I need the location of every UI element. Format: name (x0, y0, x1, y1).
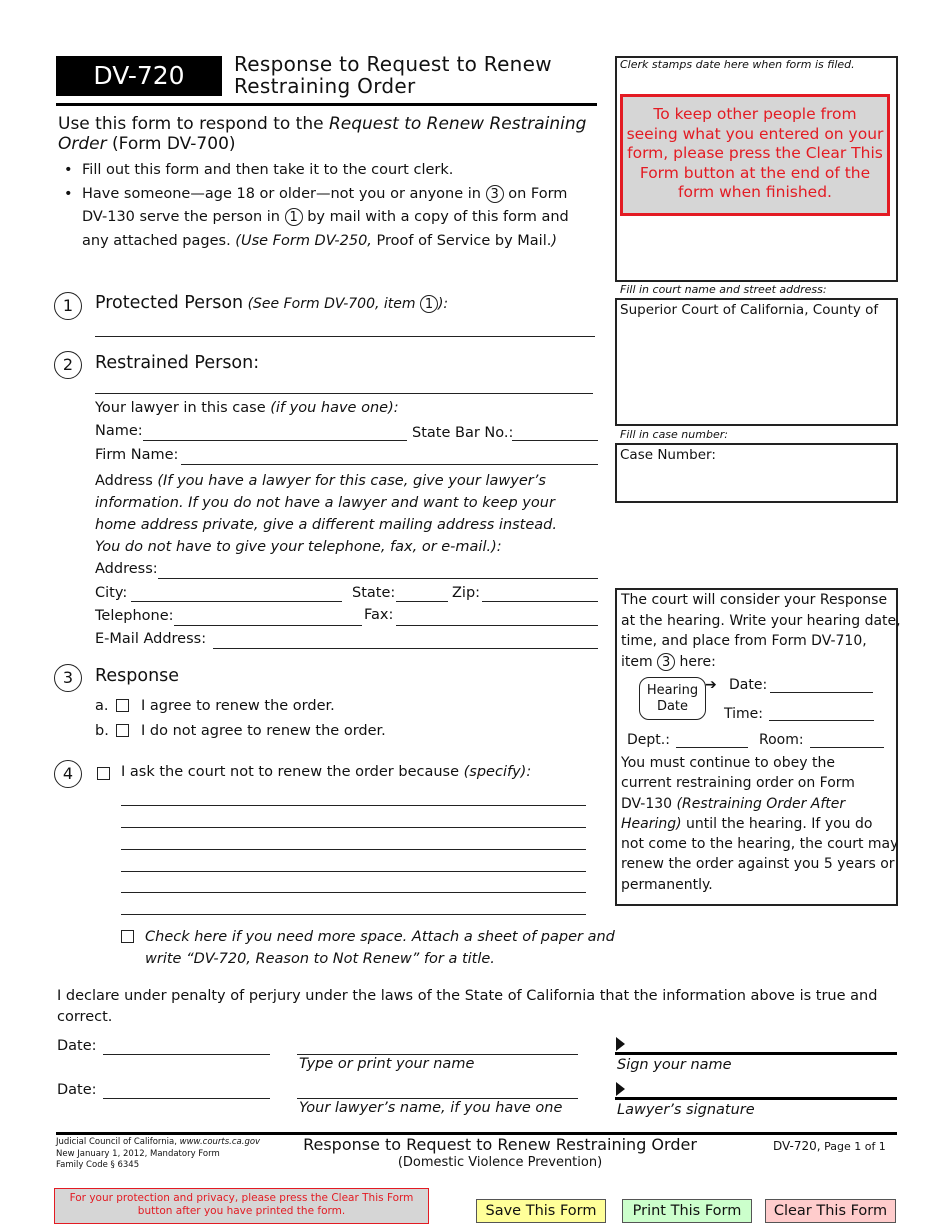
telephone-label: Telephone: (95, 608, 174, 624)
lawyer-intro-note: (if you have one): (270, 400, 399, 416)
state-label: State: (352, 585, 396, 601)
save-form-button[interactable]: Save This Form (476, 1199, 606, 1223)
hearing-time-field[interactable] (769, 720, 874, 721)
footer-subtitle: (Domestic Violence Prevention) (397, 1155, 603, 1170)
city-label: City: (95, 585, 128, 601)
item-3-label: Response (95, 666, 180, 686)
intro-bullet-1 (64, 159, 598, 183)
address-field[interactable] (158, 578, 598, 579)
disagree-text: I do not agree to renew the order. (141, 723, 386, 739)
sign-arrow-icon (616, 1037, 625, 1051)
item-2-number: 2 (54, 351, 82, 379)
agree-checkbox[interactable] (116, 699, 129, 712)
address-instructions-note: (If you have a lawyer for this case, give your lawyer’s information. If you do not have a lawyer and want to keep your home address private, give a different mailing address instead. You do not have to give your telephone, fax, or e-mail.): (95, 473, 557, 555)
item-4-number: 4 (54, 760, 82, 788)
date-field-1[interactable] (103, 1054, 270, 1055)
declaration-line-2: correct. (57, 1008, 113, 1025)
more-space-text (145, 926, 615, 970)
footer-center (250, 1135, 750, 1171)
item-1-label: Protected Person (95, 293, 244, 313)
intro-bullet-2-text-d: by mail with a copy of this form and (302, 209, 569, 225)
court-name-value: Superior Court of California, County of (620, 302, 879, 318)
hearing-time-label: Time: (724, 706, 763, 722)
hearing-warning-line-6: renew the order against you 5 years or (621, 856, 895, 873)
declaration-text (57, 986, 877, 1027)
hearing-warning-form-name-2: Hearing) (621, 815, 682, 832)
fax-label: Fax: (364, 607, 394, 623)
lawyer-name-print-field[interactable] (297, 1098, 578, 1099)
hearing-warning-line-2: current restraining order on Form (621, 775, 855, 792)
not-renew-text-specify: (specify): (463, 764, 532, 780)
hearing-intro (621, 590, 901, 672)
intro-bullets (58, 159, 598, 253)
intro-bullet-2-text-g: Proof of Service by Mail. (376, 232, 552, 249)
more-space-line-1: Check here if you need more space. Attach a sheet of paper and (145, 929, 615, 945)
reason-line-2[interactable] (121, 827, 586, 828)
hearing-warning (621, 753, 898, 895)
bullet-dot-icon: • (64, 162, 73, 178)
zip-field[interactable] (482, 601, 598, 602)
state-bar-label: State Bar No.: (412, 425, 514, 441)
intro-bullet-2-text-e: any attached pages. (82, 232, 236, 249)
hearing-warning-line-3 (621, 794, 898, 814)
state-field[interactable] (396, 601, 448, 602)
hearing-date-badge (639, 677, 706, 720)
footer-council-url: www.courts.ca.gov (179, 1137, 261, 1147)
hearing-room-label: Room: (759, 732, 804, 748)
hearing-warning-line-1: You must continue to obey the (621, 755, 835, 771)
agree-text: I agree to renew the order. (141, 698, 335, 714)
protected-person-field[interactable] (95, 336, 595, 337)
intro-bullet-2-text-a: Have someone—age 18 or older—not you or anyone in (82, 185, 486, 202)
restrained-person-field[interactable] (95, 393, 593, 394)
address-instructions-label: Address (95, 473, 158, 489)
item-ref-circle: 3 (657, 653, 675, 671)
hearing-date-field[interactable] (770, 692, 873, 693)
lawyer-signature-label: Lawyer’s signature (617, 1102, 755, 1118)
hearing-intro-line-2: at the hearing. Write your hearing date, (621, 612, 901, 629)
hearing-warning-line-4 (621, 814, 898, 834)
intro-bullet-1-text: Fill out this form and then take it to the court clerk. (82, 162, 454, 178)
zip-label: Zip: (452, 585, 481, 601)
hearing-dept-label: Dept.: (627, 732, 670, 748)
case-number-value: Case Number: (620, 447, 716, 463)
not-renew-text (121, 764, 531, 780)
hearing-intro-line-4 (621, 652, 901, 673)
form-number-badge: DV-720 (56, 56, 222, 96)
intro-bullet-2-cont2 (82, 230, 598, 254)
intro-bullet-2-text-h: ) (551, 232, 558, 249)
item-1-heading (95, 293, 448, 313)
intro-bullet-2-text-c: DV-130 serve the person in (82, 209, 285, 225)
item-ref-circle: 3 (486, 185, 504, 203)
intro-lead-tail: (Form DV-700) (106, 134, 236, 154)
footer-page (773, 1139, 886, 1153)
reason-line-3[interactable] (121, 849, 586, 850)
footer-left (56, 1137, 260, 1172)
footer-page-number: Page 1 of 1 (820, 1140, 886, 1153)
hearing-dept-field[interactable] (676, 747, 748, 748)
item-ref-circle: 1 (285, 208, 303, 226)
item-1-note-a: (See Form DV-700, item (243, 296, 420, 312)
email-field[interactable] (213, 648, 598, 649)
intro-bullet-2 (64, 183, 598, 207)
hearing-warning-line-7: permanently. (621, 876, 713, 893)
intro-section (58, 114, 598, 253)
more-space-line-2: write “DV-720, Reason to Not Renew” for a title. (145, 951, 495, 967)
disagree-checkbox[interactable] (116, 724, 129, 737)
intro-lead-text: Use this form to respond to the (58, 114, 329, 134)
arrow-right-icon: ➔ (705, 677, 717, 693)
bullet-dot-icon: • (64, 185, 73, 202)
header-rule (56, 103, 597, 106)
lawyer-name-field[interactable] (143, 440, 407, 441)
hearing-room-field[interactable] (810, 747, 884, 748)
footer-code: Family Code § 6345 (56, 1160, 140, 1170)
declaration-line-1: I declare under penalty of perjury under the laws of the State of California that the information above is true and (57, 988, 878, 1004)
lawyer-sign-arrow-icon (616, 1082, 625, 1096)
firm-name-label: Firm Name: (95, 447, 179, 463)
print-name-label: Type or print your name (299, 1056, 475, 1072)
not-renew-checkbox[interactable] (97, 767, 110, 780)
reason-line-6[interactable] (121, 914, 586, 915)
item-ref-circle: 1 (420, 295, 438, 313)
footer-title: Response to Request to Renew Restraining Order (303, 1135, 697, 1154)
hearing-warning-form: DV-130 (621, 795, 677, 812)
form-title (234, 53, 552, 97)
signature-field[interactable] (615, 1052, 897, 1055)
hearing-badge-line-2: Date (656, 699, 689, 714)
reason-line-5[interactable] (121, 892, 586, 893)
item-1-note (243, 296, 448, 312)
lawyer-name-print-label: Your lawyer’s name, if you have one (299, 1100, 563, 1116)
form-title-line2: Restraining Order (234, 74, 416, 98)
sign-name-label: Sign your name (617, 1057, 732, 1073)
reason-line-1[interactable] (121, 805, 586, 806)
intro-bullet-2-text-b: on Form (503, 185, 568, 202)
clear-form-button[interactable]: Clear This Form (765, 1199, 896, 1223)
intro-bullet-2-cont1 (82, 206, 598, 230)
date-label-2: Date: (57, 1082, 97, 1098)
state-bar-field[interactable] (512, 440, 598, 441)
item-1-note-b: ): (437, 296, 449, 312)
hearing-warning-until: until the hearing. If you do (681, 815, 873, 832)
reason-line-4[interactable] (121, 871, 586, 872)
item-2-label: Restrained Person: (95, 353, 260, 373)
clerk-stamp-label: Clerk stamps date here when form is filed. (620, 58, 855, 71)
form-title-line1: Response to Request to Renew (234, 52, 552, 76)
email-label: E-Mail Address: (95, 631, 207, 647)
footer-privacy-notice: For your protection and privacy, please press the Clear This Form button after you have printed the form. (54, 1188, 429, 1224)
not-renew-text-main: I ask the court not to renew the order because (121, 764, 464, 780)
lawyer-signature-field[interactable] (615, 1097, 897, 1100)
lawyer-name-label: Name: (95, 423, 143, 439)
lawyer-intro (95, 400, 399, 416)
telephone-field[interactable] (174, 625, 362, 626)
hearing-warning-form-name: (Restraining Order After (676, 795, 846, 812)
more-space-checkbox[interactable] (121, 930, 134, 943)
print-name-field[interactable] (297, 1054, 578, 1055)
privacy-notice-text: To keep other people from seeing what you entered on your form, please press the Clear This Form button at the end of the form when finished. (626, 105, 884, 201)
intro-lead-form-name: Request to Renew Restraining Order (58, 114, 587, 154)
hearing-intro-item: item (621, 653, 658, 670)
city-field[interactable] (131, 601, 342, 602)
intro-lead (58, 114, 598, 154)
item-3-number: 3 (54, 664, 82, 692)
hearing-badge-line-1: Hearing (646, 683, 699, 698)
footer-effective: New January 1, 2012, Mandatory Form (56, 1148, 220, 1159)
option-a-letter: a. (95, 698, 109, 714)
address-label: Address: (95, 561, 158, 577)
case-number-label: Fill in case number: (620, 428, 728, 441)
date-field-2[interactable] (103, 1098, 270, 1099)
hearing-intro-line-1: The court will consider your Response (621, 592, 888, 608)
firm-name-field[interactable] (181, 464, 598, 465)
item-1-number: 1 (54, 292, 82, 320)
footer-council (56, 1137, 260, 1149)
hearing-date-label: Date: (729, 677, 768, 693)
print-form-button[interactable]: Print This Form (622, 1199, 752, 1223)
hearing-warning-line-5: not come to the hearing, the court may (621, 836, 899, 853)
hearing-intro-line-3: time, and place from Form DV-710, (621, 633, 867, 649)
intro-bullet-2-text-f: (Use Form DV-250, (235, 232, 377, 249)
date-label-1: Date: (57, 1038, 97, 1054)
footer-council-name: Judicial Council of California, (56, 1137, 180, 1147)
address-instructions (95, 470, 585, 558)
option-b-letter: b. (95, 723, 109, 739)
lawyer-intro-text: Your lawyer in this case (95, 400, 271, 416)
hearing-intro-here: here: (675, 653, 716, 670)
court-name-label: Fill in court name and street address: (620, 283, 827, 296)
footer-form-id: DV-720, (773, 1139, 821, 1153)
fax-field[interactable] (396, 625, 598, 626)
